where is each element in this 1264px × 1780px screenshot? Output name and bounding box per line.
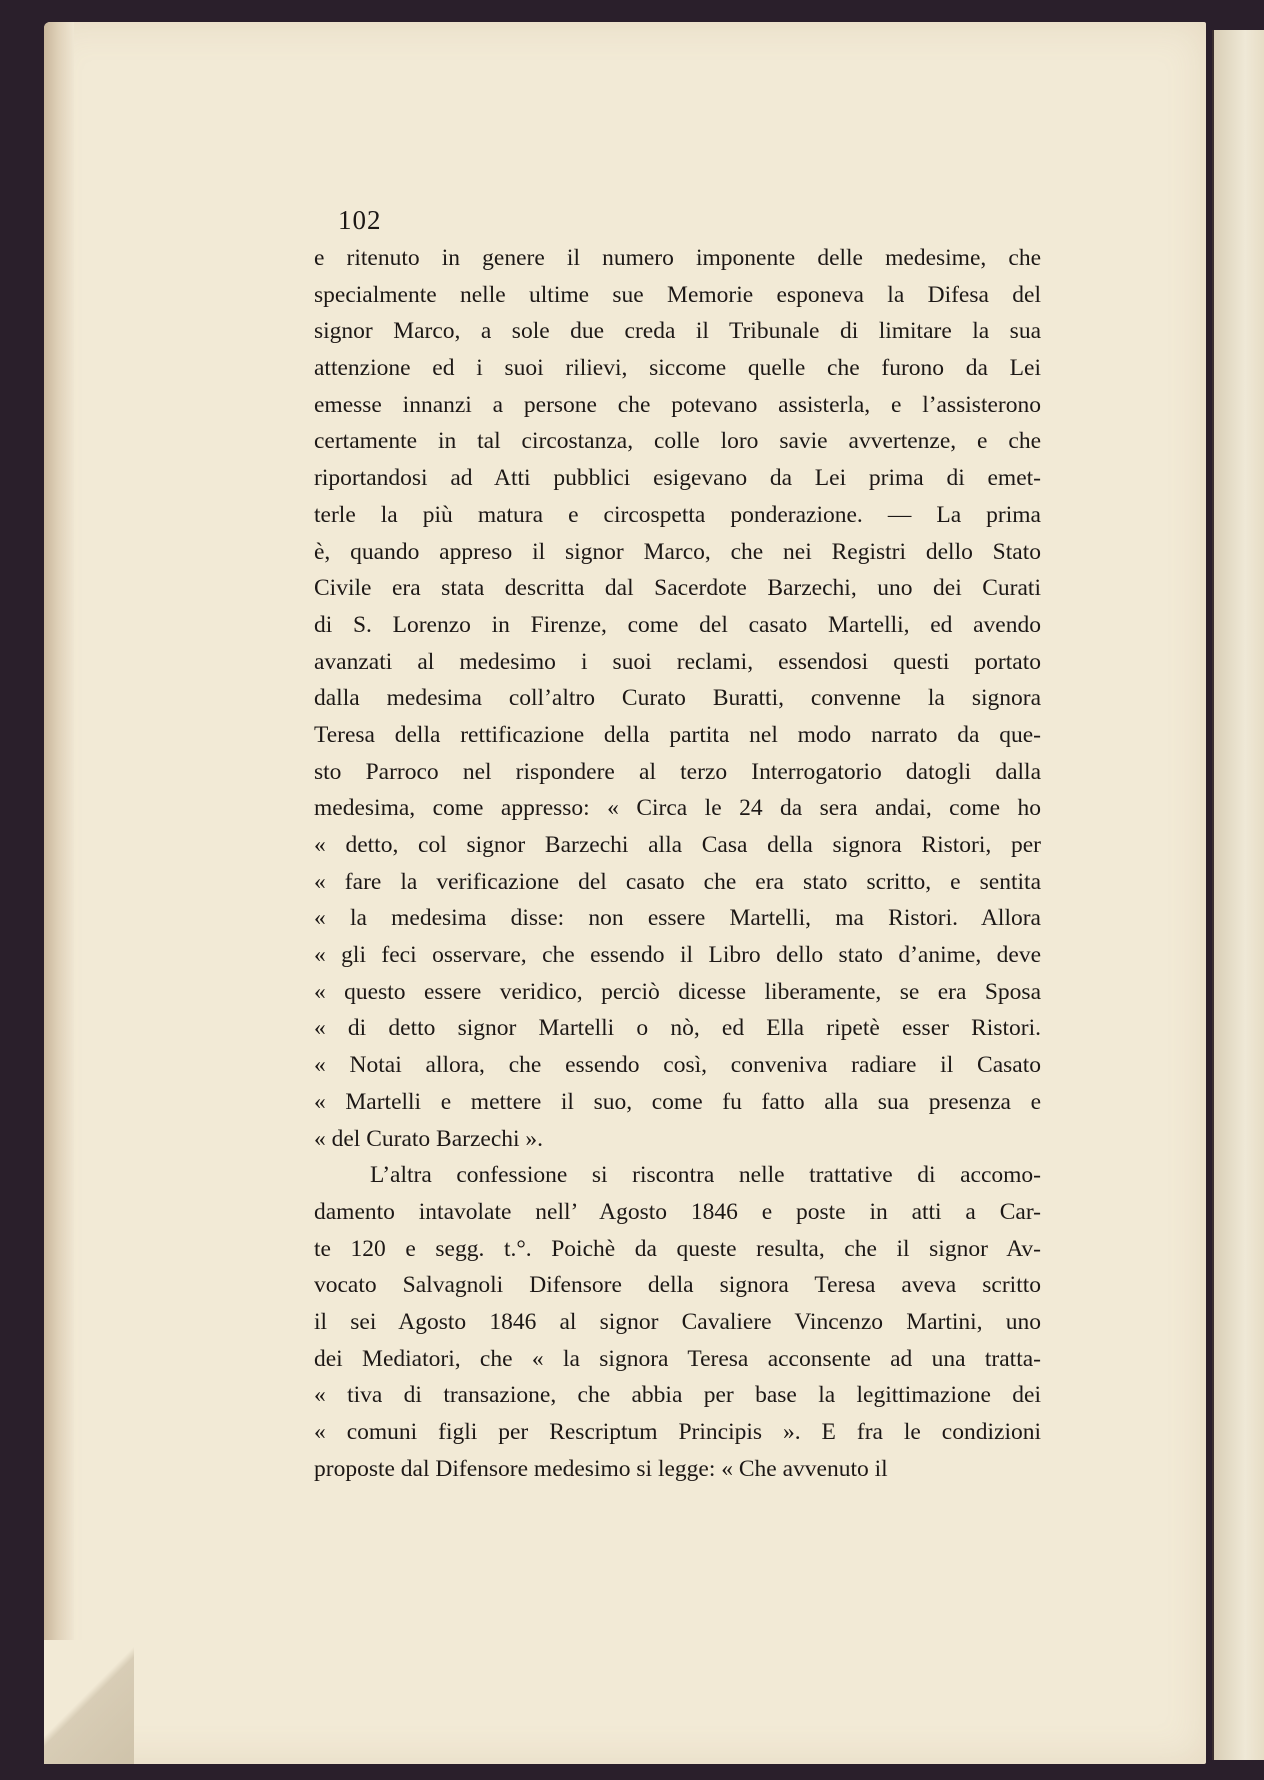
text-line: proposte dal Difensore medesimo si legge: « Che avvenuto il bbox=[314, 1455, 888, 1482]
text-line: attenzione ed i suoi rilievi, siccome quelle che furono da Lei bbox=[314, 355, 1041, 382]
text-line: emesse innanzi a persone che potevano assisterla, e l’assisterono bbox=[314, 391, 1041, 418]
text-line: riportandosi ad Atti pubblici esigevano da Lei prima di emet- bbox=[314, 465, 1041, 492]
text-line: e ritenuto in genere il numero imponente delle medesime, che bbox=[314, 245, 1041, 271]
text-line: specialmente nelle ultime sue Memorie esponeva la Difesa del bbox=[314, 281, 1041, 308]
text-line: damento intavolate nell’ Agosto 1846 e poste in atti a Car- bbox=[314, 1198, 1041, 1225]
page-number: 102 bbox=[338, 205, 382, 235]
text-line: « Notai allora, che essendo così, conveniva radiare il Casato bbox=[314, 1052, 1041, 1079]
text-line: dei Mediatori, che « la signora Teresa acconsente ad una tratta- bbox=[314, 1345, 1041, 1372]
text-line: « del Curato Barzechi ». bbox=[314, 1125, 544, 1152]
text-line: « tiva di transazione, che abbia per base la legittimazione dei bbox=[314, 1382, 1041, 1409]
text-line: medesima, come appresso: « Circa le 24 da sera andai, come ho bbox=[314, 795, 1041, 822]
text-line: « Martelli e mettere il suo, come fu fatto alla sua presenza e bbox=[314, 1088, 1041, 1115]
text-line: è, quando appreso il signor Marco, che nei Registri dello Stato bbox=[314, 538, 1041, 565]
body-text bbox=[314, 240, 1041, 1487]
text-line: L’altra confessione si riscontra nelle trattative di accomo- bbox=[370, 1162, 1041, 1189]
next-page-edge bbox=[1212, 30, 1264, 1760]
page-text-block bbox=[314, 200, 1041, 1487]
text-line: « la medesima disse: non essere Martelli, ma Ristori. Allora bbox=[314, 905, 1041, 932]
text-line: di S. Lorenzo in Firenze, come del casato Martelli, ed avendo bbox=[314, 611, 1041, 638]
text-line: vocato Salvagnoli Difensore della signora Teresa aveva scritto bbox=[314, 1272, 1041, 1299]
text-line: « gli feci osservare, che essendo il Libro dello stato d’anime, deve bbox=[314, 942, 1041, 969]
text-line: « fare la verificazione del casato che era stato scritto, e sentita bbox=[314, 868, 1041, 895]
text-line: « questo essere veridico, perciò dicesse liberamente, se era Sposa bbox=[314, 978, 1041, 1005]
page-binding-edge bbox=[44, 22, 74, 1764]
text-line: dalla medesima coll’altro Curato Buratti, convenne la signora bbox=[314, 685, 1041, 712]
text-line: signor Marco, a sole due creda il Tribunale di limitare la sua bbox=[314, 318, 1041, 345]
text-line: avanzati al medesimo i suoi reclami, essendosi questi portato bbox=[314, 648, 1041, 675]
text-line: terle la più matura e circospetta ponderazione. — La prima bbox=[314, 501, 1041, 528]
text-line: il sei Agosto 1846 al signor Cavaliere Vincenzo Martini, uno bbox=[314, 1308, 1041, 1335]
page-corner-fold bbox=[44, 1640, 134, 1764]
text-line: Civile era stata descritta dal Sacerdote Barzechi, uno dei Curati bbox=[314, 575, 1041, 602]
text-line: certamente in tal circostanza, colle loro savie avvertenze, e che bbox=[314, 428, 1041, 455]
text-line: « detto, col signor Barzechi alla Casa della signora Ristori, per bbox=[314, 832, 1041, 858]
text-line: « comuni figli per Rescriptum Principis ». E fra le condizioni bbox=[314, 1419, 1041, 1445]
text-line: « di detto signor Martelli o nò, ed Ella ripetè esser Ristori. bbox=[314, 1015, 1041, 1042]
text-line: sto Parroco nel rispondere al terzo Interrogatorio datogli dalla bbox=[314, 758, 1041, 785]
text-line: Teresa della rettificazione della partita nel modo narrato da que- bbox=[314, 721, 1041, 748]
text-line: te 120 e segg. t.°. Poichè da queste resulta, che il signor Av- bbox=[314, 1235, 1041, 1262]
